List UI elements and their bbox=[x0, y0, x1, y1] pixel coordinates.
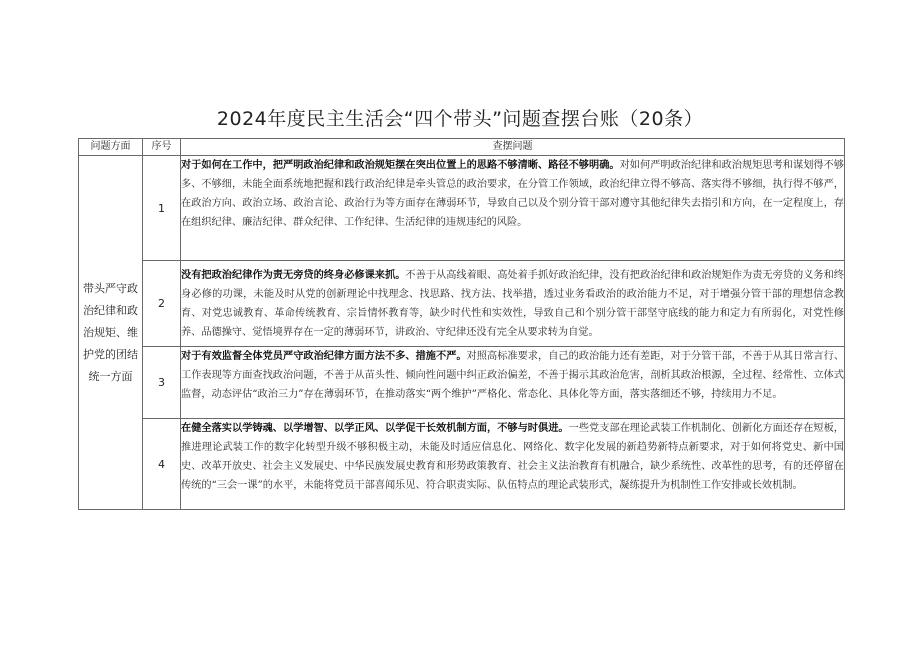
problem-lead: 没有把政治纪律作为责无旁贷的终身必修课来抓。 bbox=[181, 269, 406, 281]
problem-cell bbox=[181, 261, 845, 347]
category-cell: 带头严守政治纪律和政治规矩、维护党的团结统一方面 bbox=[79, 156, 143, 510]
problem-lead: 对于有效监督全体党员严守政治纪律方面方法不多、措施不严。 bbox=[181, 351, 467, 362]
problem-cell bbox=[181, 156, 845, 261]
problem-ledger-table bbox=[78, 138, 845, 510]
table-row bbox=[79, 419, 845, 510]
problem-body: 对如何严明政治纪律和政治规矩思考和谋划得不够多、不够细，未能全面系统地把握和践行政治纪律是牵头管总的政治要求，在分管工作领域，政治纪律立得不够高、落实得不够细，执行得不够严，在政治方向、政治立场、政治言论、政治行为等方面存在薄弱环节，导致自己以及个别分管干部对遵守其他纪律失去指引和方向，在一定程度上，存在组织纪律、廉洁纪律、群众纪律、工作纪律、生活纪律的违规违纪的风险。 bbox=[181, 160, 844, 228]
problem-lead: 在健全落实以学铸魂、以学增智、以学正风、以学促干长效机制方面，不够与时俱进。 bbox=[181, 423, 569, 434]
seq-cell: 1 bbox=[143, 156, 181, 261]
problem-body: 对照高标准要求，自己的政治能力还有差距，对于分管干部，不善于从其日常言行、工作表现等方面查找政治问题，不善于从苗头性、倾向性问题中纠正政治偏差，不善于揭示其政治危害，剖析其政治根源，全过程、经常性、立体式监督，动态评估“政治三力”存在薄弱环节，在推动落实“两个维护”严格化、常态化、具体化等方面，落实落细还不够，持续用力不足。 bbox=[181, 351, 844, 400]
header-category: 问题方面 bbox=[79, 139, 143, 156]
seq-cell: 4 bbox=[143, 419, 181, 510]
problem-body: 一些党支部在理论武装工作机制化、创新化方面还存在短板，推进理论武装工作的数字化转型升级不够积极主动，未能及时适应信息化、网络化、数字化发展的新趋势新特点新要求，对于如何将党史、新中国史、改革开放史、社会主义发展史、中华民族发展史教育和形势政策教育、社会主义法治教育有机融合，缺少系统性、改革性的思考，有的还停留在传统的“三会一课”的水平，未能将党员干部喜闻乐见、符合职责实际、队伍特点的理论武装形式，凝练提升为机制性工作安排或长效机制。 bbox=[181, 423, 844, 491]
seq-cell: 3 bbox=[143, 347, 181, 419]
page-title: 2024年度民主生活会“四个带头”问题查摆台账（20条） bbox=[216, 108, 704, 130]
problem-cell bbox=[181, 347, 845, 419]
seq-cell: 2 bbox=[143, 261, 181, 347]
header-problems: 查摆问题 bbox=[181, 139, 845, 156]
table-row bbox=[79, 156, 845, 261]
header-seq: 序号 bbox=[143, 139, 181, 156]
table-row bbox=[79, 347, 845, 419]
problem-lead: 对于如何在工作中，把严明政治纪律和政治规矩摆在突出位置上的思路不够清晰、路径不够明确。 bbox=[181, 160, 620, 171]
table-header-row bbox=[79, 139, 845, 156]
problem-body: 不善于从高线着眼、高处着手抓好政治纪律，没有把政治纪律和政治规矩作为责无旁贷的义务和终身必修的功课，未能及时从党的创新理论中找理念、找思路、找方法、找举措，透过业务看政治的政治能力不足，对于增强分管干部的理想信念教育、对党忠诚教育、革命传统教育、宗旨情怀教育等，缺少时代性和实效性，导致自己和个别分管干部坚守底线的能力和定力有所弱化，对党性修养、品德操守、觉悟境界存在一定的薄弱环节，讲政治、守纪律还没有完全从要求转为自觉。 bbox=[181, 269, 844, 338]
problem-cell bbox=[181, 419, 845, 510]
table-row bbox=[79, 261, 845, 347]
